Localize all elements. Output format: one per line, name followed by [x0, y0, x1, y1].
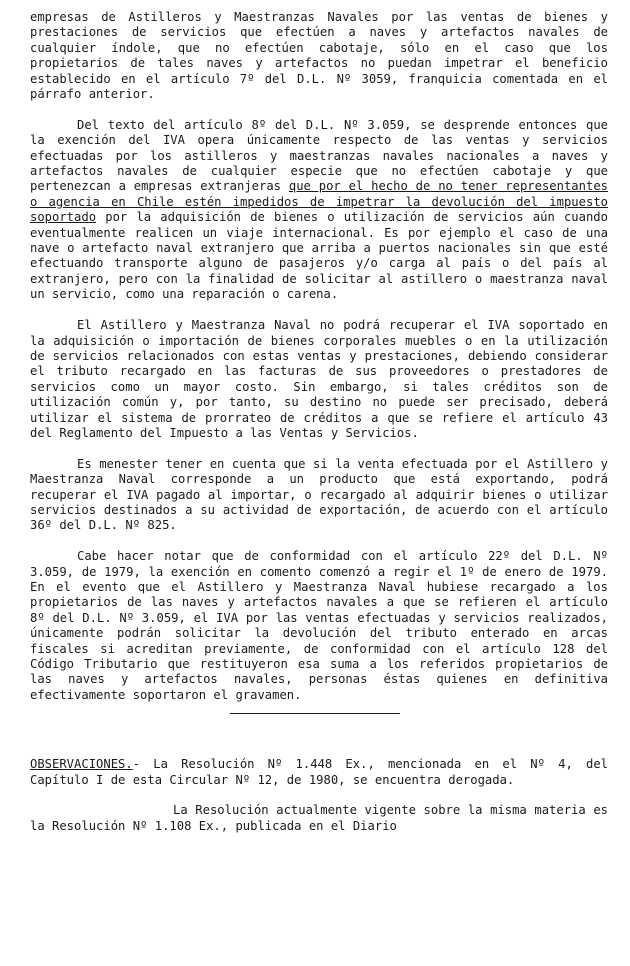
paragraph-article-8-start: Del texto del artículo 8º del D.L. Nº 3.059, se desprende entonces que la exención del IVA opera únicamente respecto de las ventas y servicios efectuadas por los astilleros y maestranzas navales nacionales a naves y artefactos navales de cualquier especie que no efectúen cabotaje y que pertenezcan a empresas extranjeras: [30, 117, 608, 194]
underlined-passage: que por el hecho de no tener representantes o agencia en Chile estén impedidos de impetrar la devolución del impuesto soportado: [30, 179, 608, 225]
paragraph-iva-recovery: El Astillero y Maestranza Naval no podrá recuperar el IVA soportado en la adquisición o importación de bienes corporales muebles o en la utilización de servicios relacionados con estas ventas y prestaciones, debiendo considerar el tributo recargado en las facturas de sus proveedores o prestadores de servicios como un mayor costo. Sin embargo, si tales créditos son de utilización común y, por tanto, su destino no puede ser precisado, deberá utilizar el sistema de prorrateo de créditos a que se refiere el artículo 43 del Reglamento del Impuesto a las Ventas y Servicios.: [30, 318, 608, 440]
paragraph-gap: [30, 303, 608, 318]
paragraph-export: Es menester tener en cuenta que si la venta efectuada por el Astillero y Maestranza Naval corresponde a un producto que está exportando, podrá recuperar el IVA pagado al importar, o recargado al adquirir bienes o utilizar servicios destinados a su actividad de exportación, de acuerdo con el artículo 36º del D.L. Nº 825.: [30, 456, 608, 533]
document-page: [30, 10, 608, 834]
paragraph-exemption-scope: empresas de Astilleros y Maestranzas Navales por las ventas de bienes y prestaciones de servicios que efectúen a naves y artefactos navales de cualquier índole, que no efectúen cabotaje, sólo en el caso que los propietarios de tales naves y artefactos no puedan impetrar el beneficio establecido en el artículo 7º del D.L. Nº 3059, franquicia comentada en el párrafo anterior.: [30, 10, 608, 102]
paragraph-article-22: Cabe hacer notar que de conformidad con el artículo 22º del D.L. Nº 3.059, de 1979, la exención en comento comenzó a regir el 1º de enero de 1979. En el evento que el Astillero y Maestranza Naval hubiese recargado a los propietarios de las naves y artefactos navales a que se refieren el artículo 8º del D.L. Nº 3.059, el IVA por las ventas efectuadas y servicios realizados, únicamente podrán solicitar la devolución del tributo enterado en arcas fiscales si acreditan previamente, de conformidad con el artículo 128 del Código Tributario que restituyeron esa suma a los referidos propietarios de las naves y artefactos navales, personas éstas quienes en definitiva efectivamente soportaron el gravamen.: [30, 549, 608, 702]
paragraph-gap: [30, 534, 608, 549]
separator-rule: [230, 713, 400, 714]
paragraph-gap: [30, 788, 608, 803]
observaciones-heading: OBSERVACIONES.: [30, 757, 133, 772]
paragraph-gap: [30, 102, 608, 117]
observaciones-paragraph: [30, 757, 608, 788]
paragraph-article-8-end: por la adquisición de bienes o utilización de servicios aún cuando eventualmente realicen un viaje internacional. Es por ejemplo el caso de una nave o artefacto naval extranjero que arriba a puertos nacionales sin que esté efectuando transporte alguno de pasajeros y/o carga al país o del país al extranjero, pero con la finalidad de solicitar al astillero o maestranza naval un servicio, como una reparación o carena.: [30, 210, 608, 302]
observaciones-text: - La Resolución Nº 1.448 Ex., mencionada en el Nº 4, del Capítulo I de esta Circular Nº 12, de 1980, se encuentra derogada.: [30, 757, 608, 787]
final-paragraph: La Resolución actualmente vigente sobre la misma materia es la Resolución Nº 1.108 Ex., publicada en el Diario: [30, 803, 608, 833]
paragraph-article-8: [30, 118, 608, 303]
paragraph-gap: [30, 441, 608, 456]
separator-wrap: [30, 713, 608, 757]
